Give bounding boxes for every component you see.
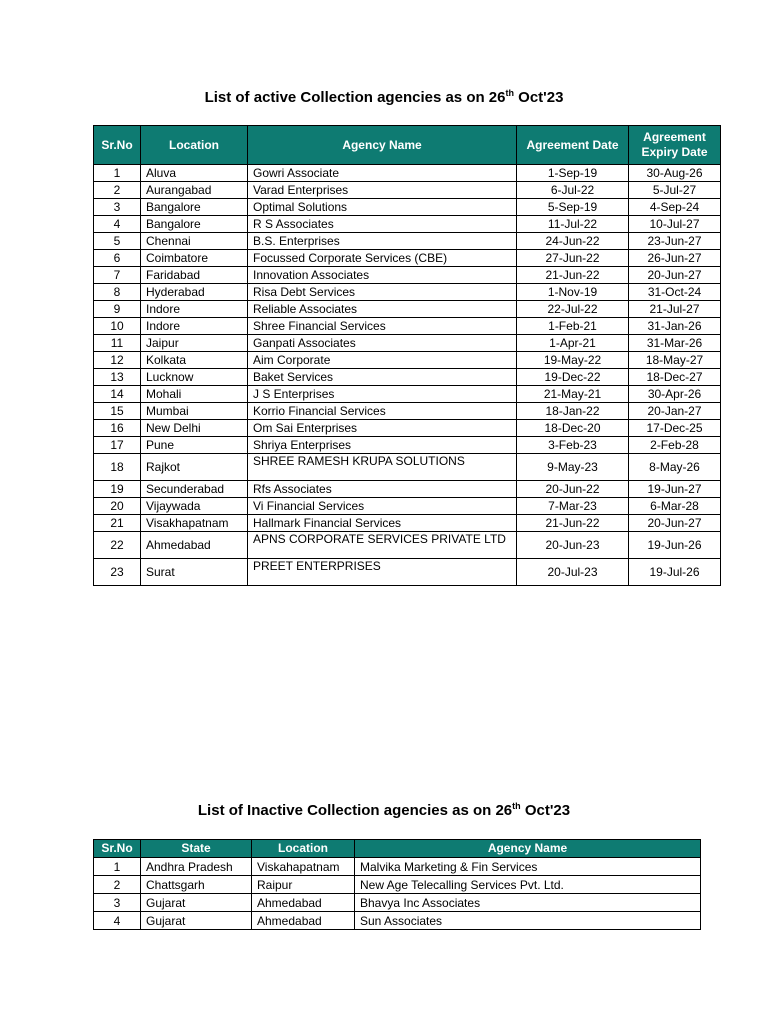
table-header-row [94,126,721,165]
table-row [94,454,721,481]
cell-agency-name: PREET ENTERPRISES [248,559,517,586]
cell-location: Raipur [252,876,355,894]
cell-expiry-date: 31-Mar-26 [629,335,721,352]
cell-expiry-date: 18-Dec-27 [629,369,721,386]
table-row [94,515,721,532]
table-row [94,165,721,182]
cell-sr-no: 18 [94,454,141,481]
header-agreement-date: Agreement Date [517,126,629,165]
cell-sr-no: 23 [94,559,141,586]
table-row [94,481,721,498]
cell-agreement-date: 20-Jun-22 [517,481,629,498]
cell-sr-no: 15 [94,403,141,420]
cell-agency-name: Malvika Marketing & Fin Services [355,858,701,876]
cell-sr-no: 1 [94,165,141,182]
table-row [94,420,721,437]
cell-expiry-date: 30-Aug-26 [629,165,721,182]
table-row [94,876,701,894]
cell-agreement-date: 18-Dec-20 [517,420,629,437]
cell-sr-no: 6 [94,250,141,267]
cell-agency-name: Aim Corporate [248,352,517,369]
cell-expiry-date: 10-Jul-27 [629,216,721,233]
cell-sr-no: 12 [94,352,141,369]
table-row [94,369,721,386]
cell-expiry-date: 8-May-26 [629,454,721,481]
table-row [94,559,721,586]
active-agencies-title: List of active Collection agencies as on 26th Oct'23 [204,88,564,106]
cell-location: Kolkata [141,352,248,369]
cell-location: Aluva [141,165,248,182]
cell-location: Hyderabad [141,284,248,301]
header-sr-no: Sr.No [94,840,141,858]
cell-state: Gujarat [141,912,252,930]
table-row [94,403,721,420]
cell-agreement-date: 19-May-22 [517,352,629,369]
cell-location: Chennai [141,233,248,250]
cell-sr-no: 4 [94,912,141,930]
cell-agreement-date: 5-Sep-19 [517,199,629,216]
cell-location: New Delhi [141,420,248,437]
cell-sr-no: 5 [94,233,141,250]
cell-agency-name: SHREE RAMESH KRUPA SOLUTIONS [248,454,517,481]
cell-agreement-date: 19-Dec-22 [517,369,629,386]
cell-expiry-date: 4-Sep-24 [629,199,721,216]
cell-agreement-date: 3-Feb-23 [517,437,629,454]
cell-state: Andhra Pradesh [141,858,252,876]
cell-agency-name: Reliable Associates [248,301,517,318]
cell-sr-no: 1 [94,858,141,876]
table-row [94,182,721,199]
cell-agreement-date: 27-Jun-22 [517,250,629,267]
cell-expiry-date: 2-Feb-28 [629,437,721,454]
cell-location: Secunderabad [141,481,248,498]
cell-location: Coimbatore [141,250,248,267]
table-row [94,532,721,559]
cell-location: Ahmedabad [141,532,248,559]
cell-sr-no: 14 [94,386,141,403]
header-expiry-date: Agreement Expiry Date [629,126,721,165]
inactive-agencies-table [93,839,701,930]
cell-agency-name: Om Sai Enterprises [248,420,517,437]
cell-agency-name: R S Associates [248,216,517,233]
cell-sr-no: 3 [94,199,141,216]
cell-location: Faridabad [141,267,248,284]
cell-location: Visakhapatnam [141,515,248,532]
table-row [94,318,721,335]
cell-location: Pune [141,437,248,454]
cell-expiry-date: 20-Jan-27 [629,403,721,420]
cell-expiry-date: 26-Jun-27 [629,250,721,267]
cell-location: Lucknow [141,369,248,386]
cell-location: Viskahapatnam [252,858,355,876]
cell-agency-name: Varad Enterprises [248,182,517,199]
cell-agency-name: Gowri Associate [248,165,517,182]
cell-agency-name: Baket Services [248,369,517,386]
header-sr-no: Sr.No [94,126,141,165]
cell-expiry-date: 18-May-27 [629,352,721,369]
cell-sr-no: 16 [94,420,141,437]
header-agency-name: Agency Name [248,126,517,165]
cell-agreement-date: 9-May-23 [517,454,629,481]
cell-location: Mohali [141,386,248,403]
cell-sr-no: 3 [94,894,141,912]
cell-location: Bangalore [141,199,248,216]
table-row [94,498,721,515]
cell-agency-name: Rfs Associates [248,481,517,498]
cell-sr-no: 7 [94,267,141,284]
cell-agreement-date: 11-Jul-22 [517,216,629,233]
cell-location: Indore [141,318,248,335]
cell-agency-name: Innovation Associates [248,267,517,284]
cell-sr-no: 2 [94,876,141,894]
cell-expiry-date: 19-Jun-26 [629,532,721,559]
cell-agency-name: Risa Debt Services [248,284,517,301]
table-row [94,894,701,912]
cell-location: Ahmedabad [252,894,355,912]
cell-agreement-date: 18-Jan-22 [517,403,629,420]
cell-agreement-date: 1-Apr-21 [517,335,629,352]
cell-agreement-date: 21-Jun-22 [517,515,629,532]
table-row [94,335,721,352]
cell-agency-name: Sun Associates [355,912,701,930]
cell-expiry-date: 23-Jun-27 [629,233,721,250]
cell-sr-no: 20 [94,498,141,515]
cell-expiry-date: 20-Jun-27 [629,515,721,532]
cell-agency-name: Bhavya Inc Associates [355,894,701,912]
cell-expiry-date: 17-Dec-25 [629,420,721,437]
cell-agency-name: Ganpati Associates [248,335,517,352]
table-row [94,912,701,930]
table-row [94,233,721,250]
cell-agreement-date: 1-Feb-21 [517,318,629,335]
cell-location: Vijaywada [141,498,248,515]
cell-agency-name: Focussed Corporate Services (CBE) [248,250,517,267]
cell-location: Aurangabad [141,182,248,199]
cell-sr-no: 2 [94,182,141,199]
cell-expiry-date: 5-Jul-27 [629,182,721,199]
cell-expiry-date: 21-Jul-27 [629,301,721,318]
cell-sr-no: 13 [94,369,141,386]
cell-sr-no: 9 [94,301,141,318]
cell-location: Ahmedabad [252,912,355,930]
cell-location: Bangalore [141,216,248,233]
table-row [94,386,721,403]
cell-agency-name: B.S. Enterprises [248,233,517,250]
table-row [94,284,721,301]
cell-sr-no: 8 [94,284,141,301]
cell-agency-name: Hallmark Financial Services [248,515,517,532]
active-agencies-table [93,125,721,586]
cell-agreement-date: 20-Jun-23 [517,532,629,559]
cell-agreement-date: 21-Jun-22 [517,267,629,284]
cell-agency-name: J S Enterprises [248,386,517,403]
cell-agency-name: APNS CORPORATE SERVICES PRIVATE LTD [248,532,517,559]
table-header-row [94,840,701,858]
table-row [94,858,701,876]
cell-agreement-date: 21-May-21 [517,386,629,403]
cell-expiry-date: 19-Jun-27 [629,481,721,498]
table-row [94,301,721,318]
cell-expiry-date: 19-Jul-26 [629,559,721,586]
cell-expiry-date: 6-Mar-28 [629,498,721,515]
cell-agency-name: Vi Financial Services [248,498,517,515]
table-row [94,437,721,454]
cell-expiry-date: 31-Jan-26 [629,318,721,335]
cell-location: Mumbai [141,403,248,420]
table-row [94,216,721,233]
cell-agreement-date: 7-Mar-23 [517,498,629,515]
cell-state: Chattsgarh [141,876,252,894]
cell-location: Jaipur [141,335,248,352]
cell-agreement-date: 24-Jun-22 [517,233,629,250]
table-row [94,267,721,284]
cell-expiry-date: 31-Oct-24 [629,284,721,301]
header-agency-name: Agency Name [355,840,701,858]
cell-state: Gujarat [141,894,252,912]
table-row [94,352,721,369]
cell-location: Rajkot [141,454,248,481]
cell-agency-name: Shree Financial Services [248,318,517,335]
table-row [94,250,721,267]
cell-agency-name: Korrio Financial Services [248,403,517,420]
cell-sr-no: 11 [94,335,141,352]
header-state: State [141,840,252,858]
header-location: Location [141,126,248,165]
cell-agency-name: Optimal Solutions [248,199,517,216]
cell-agreement-date: 6-Jul-22 [517,182,629,199]
cell-location: Indore [141,301,248,318]
cell-agency-name: New Age Telecalling Services Pvt. Ltd. [355,876,701,894]
cell-sr-no: 17 [94,437,141,454]
inactive-agencies-title: List of Inactive Collection agencies as on 26th Oct'23 [197,801,571,819]
cell-sr-no: 4 [94,216,141,233]
cell-sr-no: 19 [94,481,141,498]
cell-agreement-date: 22-Jul-22 [517,301,629,318]
cell-location: Surat [141,559,248,586]
cell-agreement-date: 1-Sep-19 [517,165,629,182]
cell-sr-no: 21 [94,515,141,532]
cell-expiry-date: 20-Jun-27 [629,267,721,284]
header-location: Location [252,840,355,858]
cell-sr-no: 10 [94,318,141,335]
cell-agreement-date: 1-Nov-19 [517,284,629,301]
cell-agreement-date: 20-Jul-23 [517,559,629,586]
cell-expiry-date: 30-Apr-26 [629,386,721,403]
cell-sr-no: 22 [94,532,141,559]
cell-agency-name: Shriya Enterprises [248,437,517,454]
table-row [94,199,721,216]
